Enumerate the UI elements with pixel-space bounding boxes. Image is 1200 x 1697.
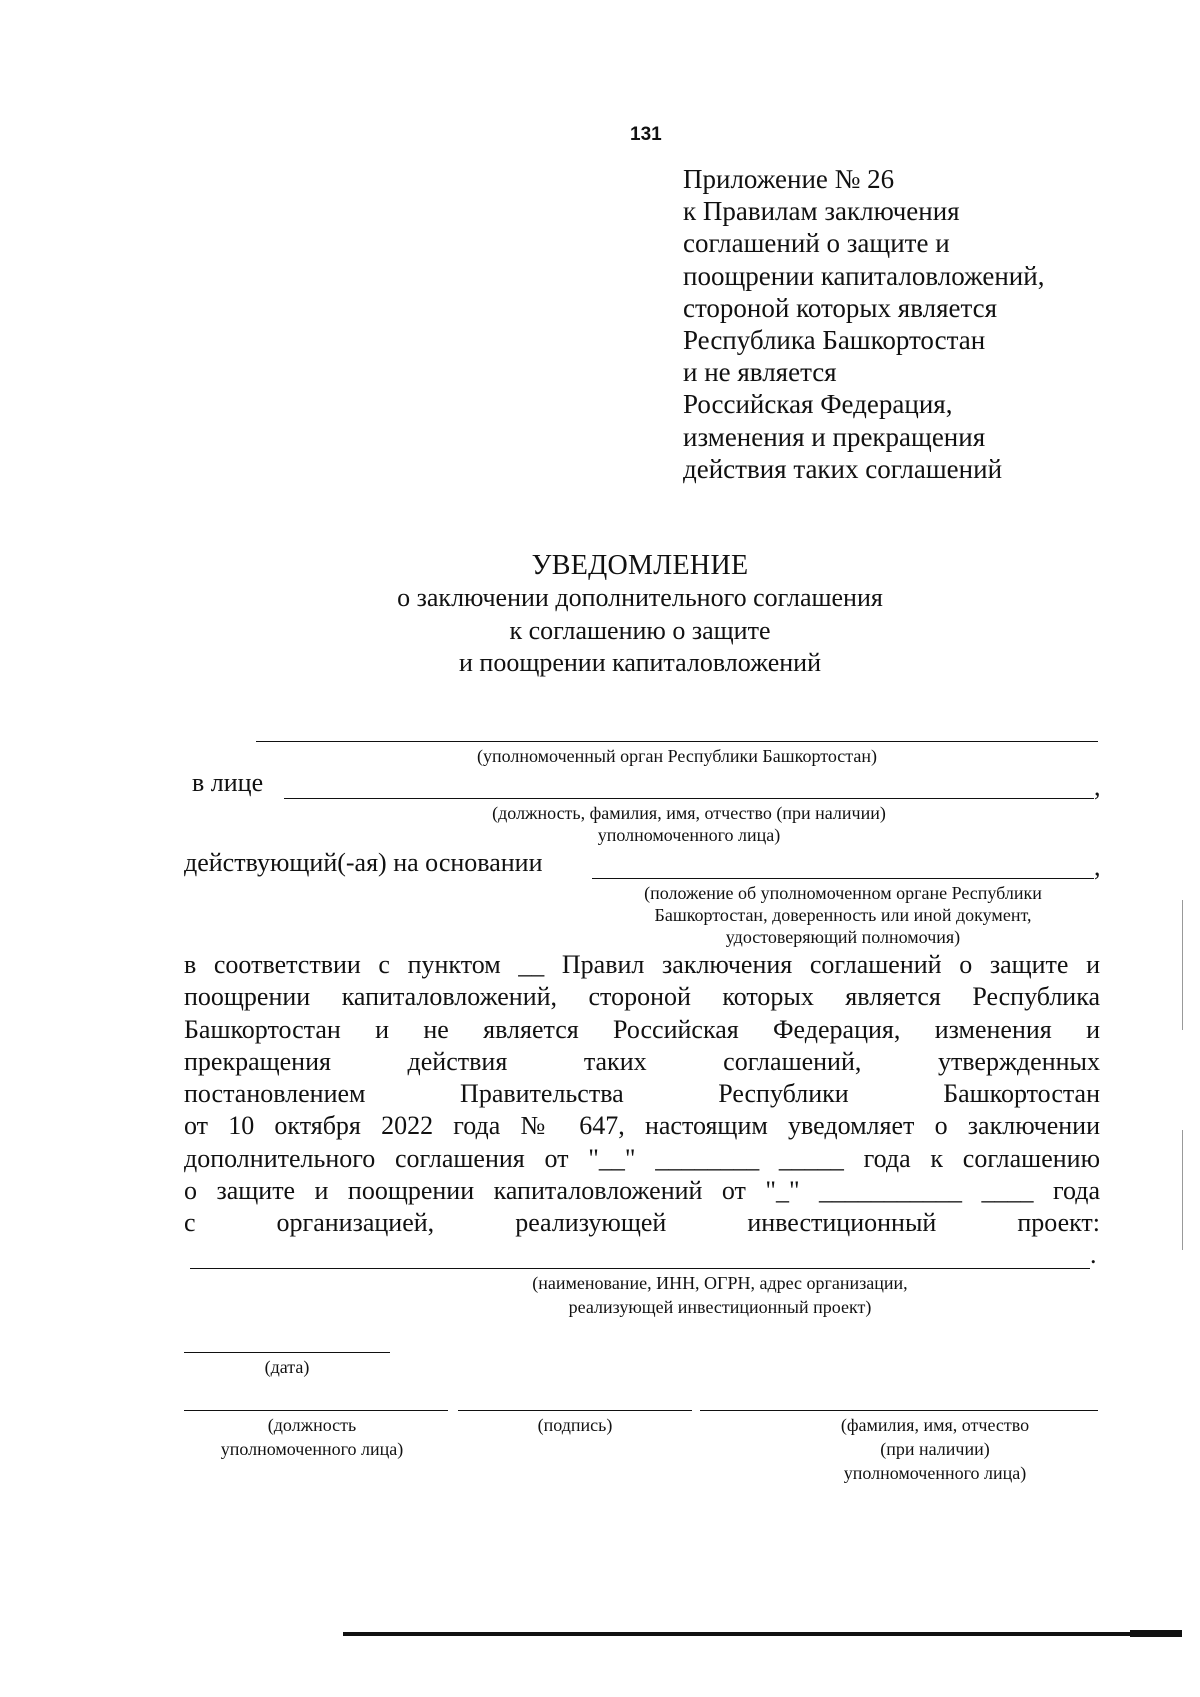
basis-caption: удостоверяющий полномочия) bbox=[725, 927, 961, 947]
person-fill-line[interactable] bbox=[284, 798, 1094, 799]
title-sub-line: к соглашению о защите bbox=[509, 615, 771, 645]
organization-caption: реализующей инвестиционный проект) bbox=[568, 1297, 872, 1317]
appendix-line: действия таких соглашений bbox=[683, 453, 1003, 484]
position-caption: уполномоченного лица) bbox=[220, 1439, 404, 1459]
notification-body bbox=[184, 949, 1100, 1240]
body-line: прекращения действия таких соглашений, утвержденных bbox=[184, 1046, 1100, 1076]
appendix-line: Российская Федерация, bbox=[683, 389, 953, 420]
body-line: дополнительного соглашения от "__" ________ _____ года к соглашению bbox=[184, 1143, 1100, 1173]
appendix-line: и не является bbox=[683, 357, 837, 388]
organization-fill-line[interactable] bbox=[190, 1268, 1090, 1269]
body-line: постановлением Правительства Республики Башкортостан bbox=[184, 1079, 1100, 1109]
date-fill-line[interactable] bbox=[184, 1352, 390, 1353]
fullname-caption: (фамилия, имя, отчество bbox=[840, 1415, 1030, 1435]
title-sub-line: и поощрении капиталовложений bbox=[459, 648, 821, 677]
appendix-line: соглашений о защите и bbox=[683, 228, 950, 259]
scan-edge-mark bbox=[1182, 1130, 1183, 1250]
in-person-comma: , bbox=[1094, 772, 1101, 801]
in-person-label: в лице bbox=[192, 768, 264, 797]
bottom-rule bbox=[343, 1632, 1181, 1636]
fullname-caption: (при наличии) bbox=[880, 1439, 990, 1459]
basis-caption: (положение об уполномоченном органе Республики bbox=[644, 883, 1042, 903]
position-fill-line[interactable] bbox=[184, 1410, 448, 1411]
body-line: поощрении капиталовложений, стороной которых является Республика bbox=[184, 982, 1100, 1012]
body-line: с организацией, реализующей инвестиционный проект: bbox=[184, 1208, 1100, 1238]
appendix-heading bbox=[683, 163, 1044, 485]
position-caption: (должность bbox=[267, 1415, 357, 1435]
appendix-line: поощрении капиталовложений, bbox=[683, 260, 1045, 291]
person-caption: уполномоченного лица) bbox=[597, 825, 781, 845]
title-sub-line: о заключении дополнительного соглашения bbox=[397, 583, 883, 612]
signature-fill-line[interactable] bbox=[458, 1410, 692, 1411]
appendix-line: Республика Башкортостан bbox=[683, 325, 986, 356]
date-caption: (дата) bbox=[264, 1357, 310, 1377]
body-line: Башкортостан и не является Российская Федерация, изменения и bbox=[184, 1014, 1100, 1044]
person-caption: (должность, фамилия, имя, отчество (при наличии) bbox=[492, 803, 886, 823]
acting-label: действующий(-ая) на основании bbox=[184, 848, 543, 877]
organization-caption: (наименование, ИНН, ОГРН, адрес организации, bbox=[532, 1273, 908, 1293]
authority-caption: (уполномоченный орган Республики Башкортостан) bbox=[477, 746, 877, 766]
body-line: от 10 октября 2022 года № 647, настоящим уведомляет о заключении bbox=[184, 1111, 1100, 1141]
bottom-rule-thick bbox=[1130, 1630, 1182, 1637]
fullname-caption: уполномоченного лица) bbox=[843, 1463, 1027, 1483]
authority-fill-line[interactable] bbox=[256, 741, 1098, 742]
title-main: УВЕДОМЛЕНИЕ bbox=[531, 550, 749, 581]
acting-comma: , bbox=[1094, 852, 1101, 881]
appendix-line: стороной которых является bbox=[683, 292, 998, 323]
body-line: о защите и поощрении капиталовложений от "_" ___________ ____ года bbox=[184, 1176, 1100, 1206]
scan-edge-mark bbox=[1182, 900, 1183, 1030]
body-line: в соответствии с пунктом __ Правил заключения соглашений о защите и bbox=[184, 950, 1100, 979]
fullname-fill-line[interactable] bbox=[700, 1410, 1098, 1411]
signature-caption: (подпись) bbox=[537, 1415, 613, 1435]
basis-caption: Башкортостан, доверенность или иной документ, bbox=[654, 905, 1032, 925]
basis-fill-line[interactable] bbox=[592, 878, 1094, 879]
appendix-line: к Правилам заключения bbox=[683, 196, 960, 227]
appendix-line: Приложение № 26 bbox=[683, 164, 895, 194]
document-title bbox=[300, 549, 980, 680]
appendix-line: изменения и прекращения bbox=[683, 421, 986, 452]
organization-period: . bbox=[1090, 1240, 1097, 1269]
page-number: 131 bbox=[630, 124, 662, 145]
